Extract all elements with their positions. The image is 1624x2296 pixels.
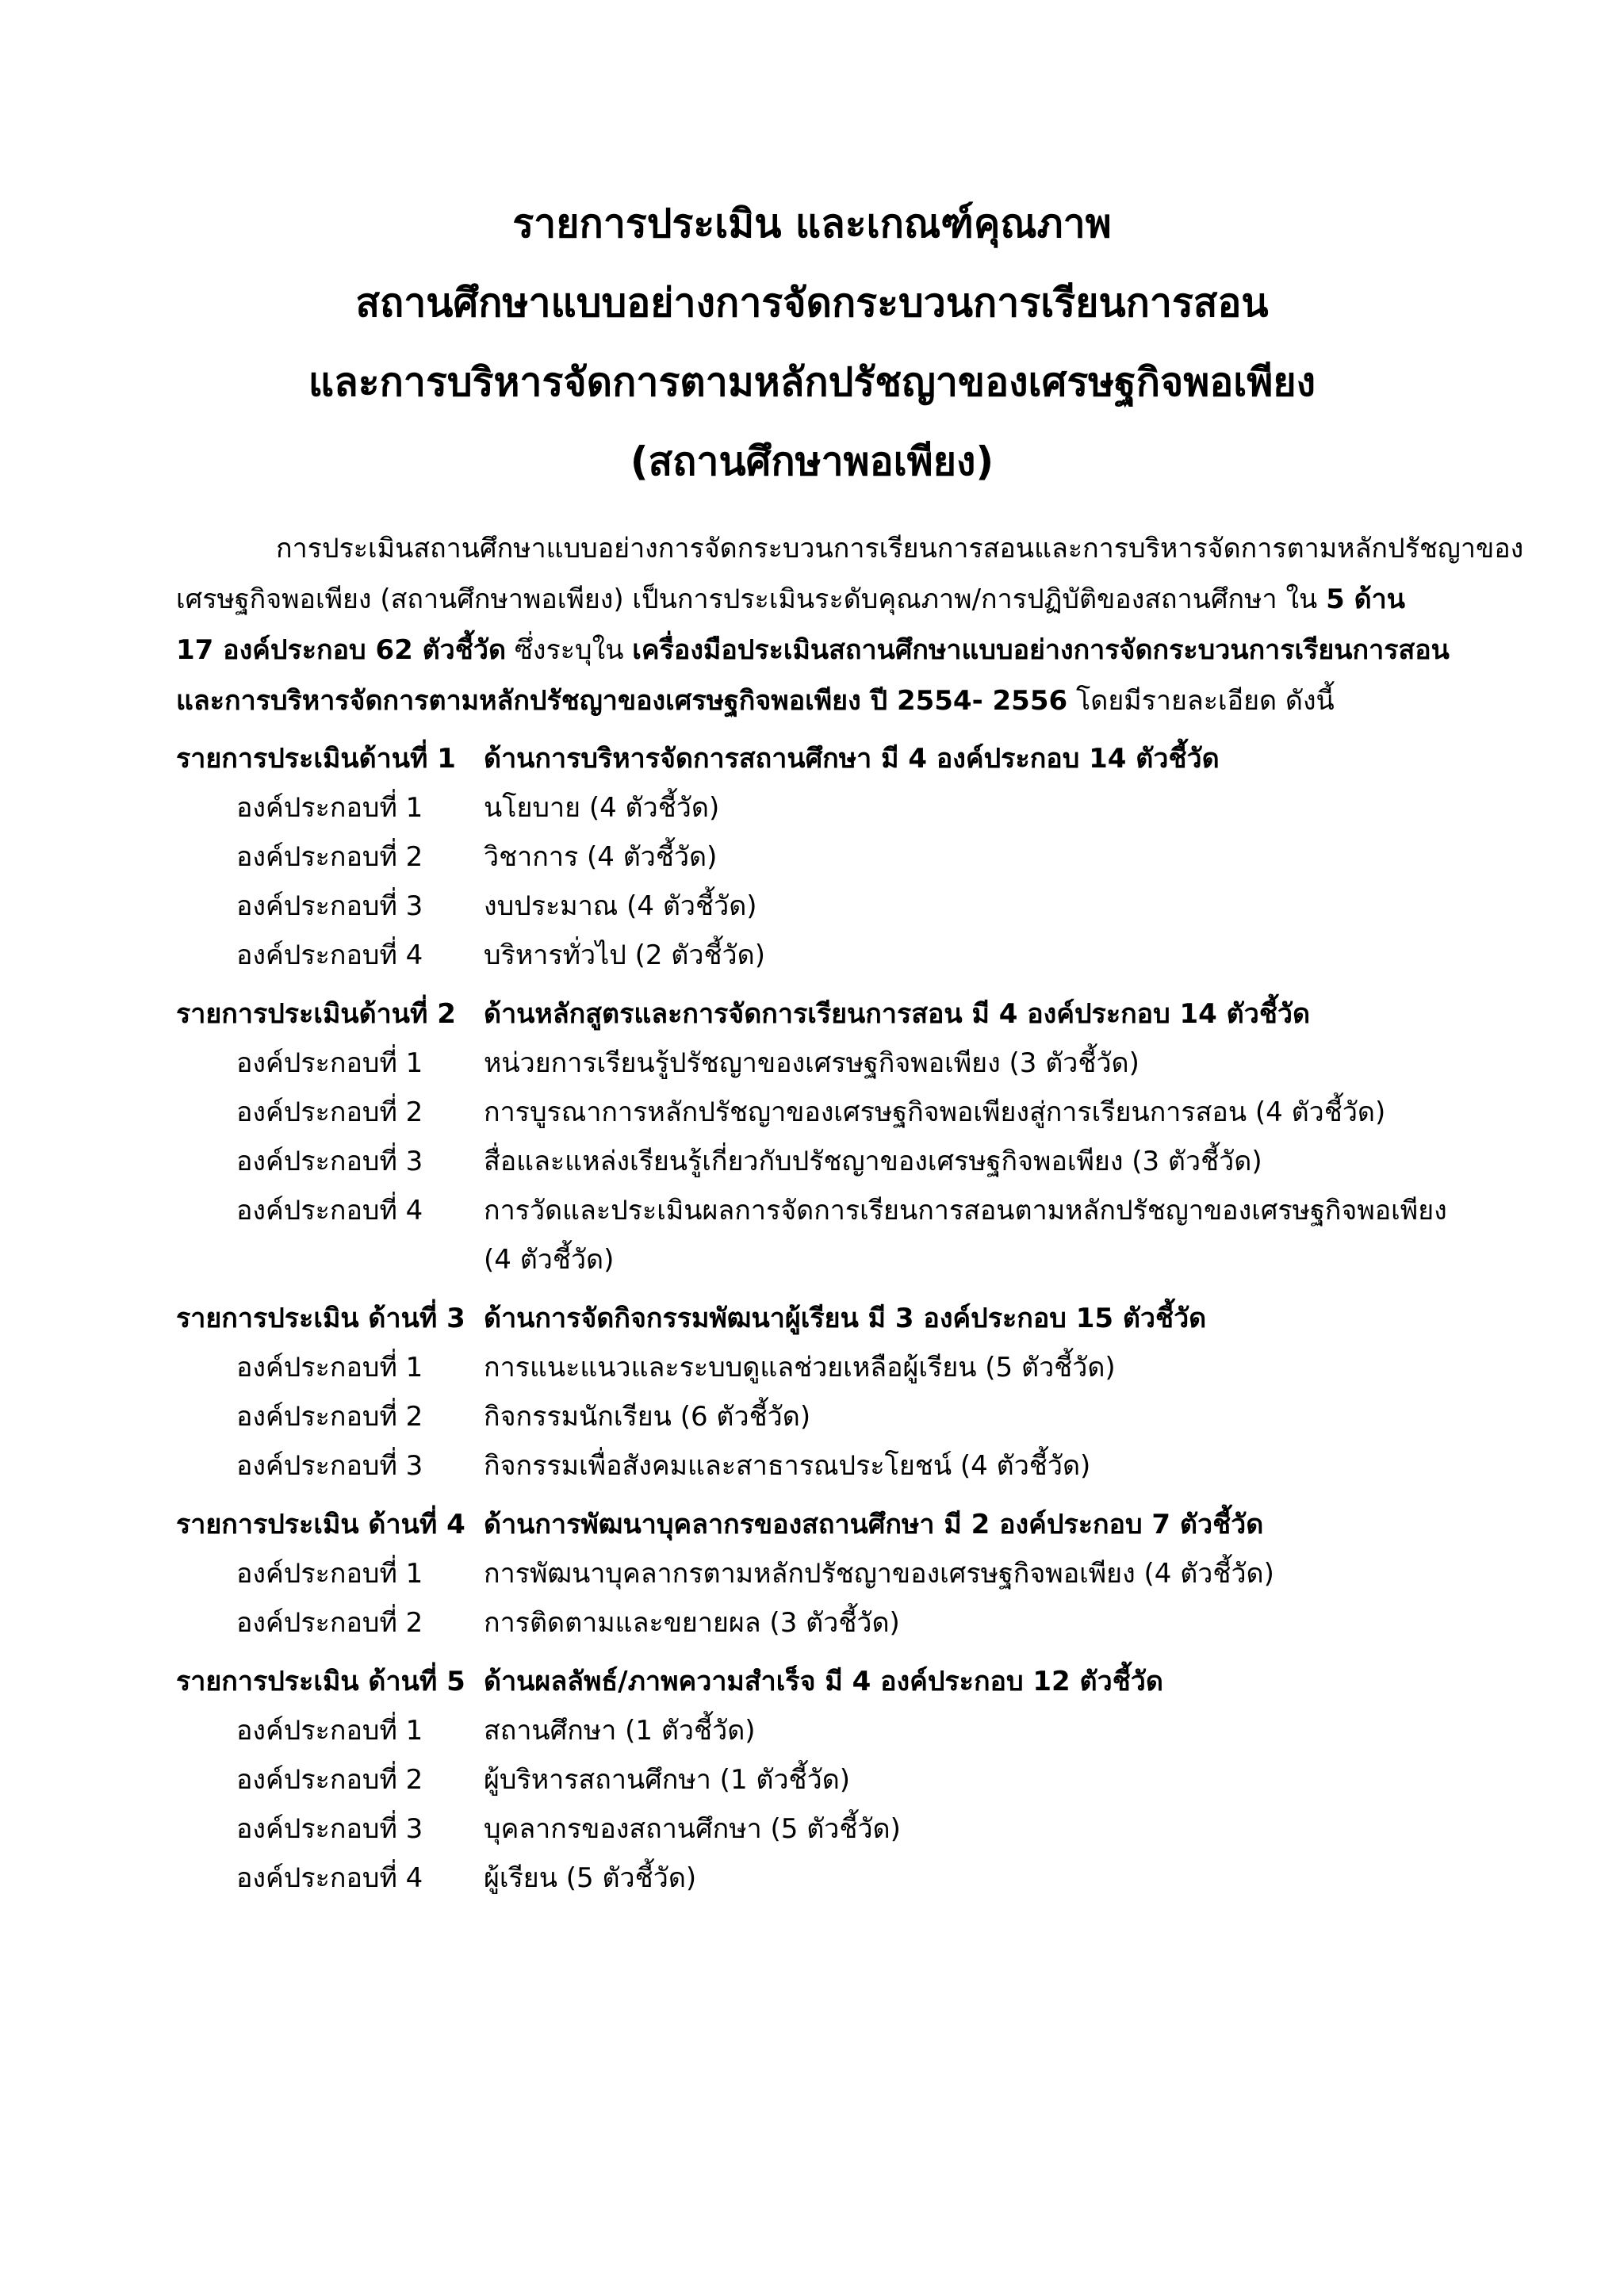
component-text: การบูรณาการหลักปรัชญาของเศรษฐกิจพอเพียงสู่การเรียนการสอน (4 ตัวชี้วัด): [484, 1096, 1386, 1128]
component-row: [236, 1392, 1524, 1441]
section-label: รายการประเมิน ด้านที่ 5: [176, 1666, 465, 1697]
component-label: องค์ประกอบที่ 1: [236, 1558, 423, 1590]
assessment-section: [176, 1294, 1524, 1490]
intro-text: ซึ่งระบุใน: [506, 634, 633, 666]
component-row: [236, 1343, 1524, 1392]
component-row: [236, 931, 1524, 980]
section-label: รายการประเมิน ด้านที่ 3: [176, 1303, 465, 1334]
intro-line-2: [176, 574, 1500, 625]
component-label: องค์ประกอบที่ 3: [236, 1450, 423, 1482]
component-row: [236, 1598, 1524, 1647]
assessment-section: [176, 734, 1524, 980]
section-title: ด้านการจัดกิจกรรมพัฒนาผู้เรียน มี 3 องค์ประกอบ 15 ตัวชี้วัด: [484, 1303, 1207, 1334]
section-label: รายการประเมินด้านที่ 1: [176, 743, 456, 775]
component-label: องค์ประกอบที่ 3: [236, 1813, 423, 1845]
component-text: กิจกรรมนักเรียน (6 ตัวชี้วัด): [484, 1401, 811, 1433]
section-title: ด้านผลลัพธ์/ภาพความสำเร็จ มี 4 องค์ประกอบ 12 ตัวชี้วัด: [484, 1666, 1163, 1697]
component-row: [236, 832, 1524, 882]
component-text: บริหารทั่วไป (2 ตัวชี้วัด): [484, 939, 765, 971]
component-label: องค์ประกอบที่ 2: [236, 841, 423, 873]
intro-text: เศรษฐกิจพอเพียง (สถานศึกษาพอเพียง) เป็นการประเมินระดับคุณภาพ/การปฏิบัติของสถานศึกษา ใน: [176, 584, 1327, 615]
component-label: องค์ประกอบที่ 2: [236, 1096, 423, 1128]
title-line-3: และการบริหารจัดการตามหลักปรัชญาของเศรษฐกิจพอเพียง: [308, 359, 1316, 405]
component-label: องค์ประกอบที่ 3: [236, 1146, 423, 1177]
component-text: การแนะแนวและระบบดูแลช่วยเหลือผู้เรียน (5 ตัวชี้วัด): [484, 1352, 1116, 1383]
component-text: ผู้เรียน (5 ตัวชี้วัด): [484, 1862, 697, 1894]
assessment-section: [176, 989, 1524, 1284]
component-label: องค์ประกอบที่ 3: [236, 890, 423, 922]
component-label: องค์ประกอบที่ 2: [236, 1401, 423, 1433]
section-label: รายการประเมิน ด้านที่ 4: [176, 1509, 465, 1540]
intro-bold-text: 5 ด้าน: [1326, 584, 1406, 615]
intro-line-1: [176, 523, 1524, 574]
intro-line-4: [176, 675, 1500, 726]
component-text: หน่วยการเรียนรู้ปรัชญาของเศรษฐกิจพอเพียง (3 ตัวชี้วัด): [484, 1047, 1139, 1079]
document-title: [0, 184, 1624, 501]
component-row: [236, 1706, 1524, 1755]
component-label: องค์ประกอบที่ 2: [236, 1764, 423, 1796]
component-row: [236, 1549, 1524, 1598]
component-label: องค์ประกอบที่ 2: [236, 1607, 423, 1639]
component-text: การพัฒนาบุคลากรตามหลักปรัชญาของเศรษฐกิจพอเพียง (4 ตัวชี้วัด): [484, 1558, 1274, 1590]
component-label: องค์ประกอบที่ 1: [236, 1047, 423, 1079]
component-text: งบประมาณ (4 ตัวชี้วัด): [484, 890, 757, 922]
component-row: [236, 1039, 1524, 1088]
component-row: [236, 1441, 1524, 1490]
section-title: ด้านการพัฒนาบุคลากรของสถานศึกษา มี 2 องค์ประกอบ 7 ตัวชี้วัด: [484, 1509, 1264, 1540]
component-label: องค์ประกอบที่ 4: [236, 1195, 423, 1226]
component-text: การติดตามและขยายผล (3 ตัวชี้วัด): [484, 1607, 900, 1639]
assessment-section: [176, 1657, 1524, 1903]
title-line-4: (สถานศึกษาพอเพียง): [630, 438, 994, 484]
intro-bold-text: และการบริหารจัดการตามหลักปรัชญาของเศรษฐกิจพอเพียง ปี 2554- 2556: [176, 685, 1068, 717]
assessment-section: [176, 1500, 1524, 1647]
component-text: บุคลากรของสถานศึกษา (5 ตัวชี้วัด): [484, 1813, 901, 1845]
section-heading: [176, 734, 1524, 783]
intro-paragraph: [176, 523, 1524, 726]
component-row: [236, 882, 1524, 931]
component-label: องค์ประกอบที่ 1: [236, 792, 423, 824]
component-text: สื่อและแหล่งเรียนรู้เกี่ยวกับปรัชญาของเศรษฐกิจพอเพียง (3 ตัวชี้วัด): [484, 1146, 1262, 1177]
component-label: องค์ประกอบที่ 1: [236, 1715, 423, 1747]
section-heading: [176, 1294, 1524, 1343]
component-text: วิชาการ (4 ตัวชี้วัด): [484, 841, 718, 873]
component-text: สถานศึกษา (1 ตัวชี้วัด): [484, 1715, 756, 1747]
component-text: นโยบาย (4 ตัวชี้วัด): [484, 792, 720, 824]
component-label: องค์ประกอบที่ 1: [236, 1352, 423, 1383]
component-text: ผู้บริหารสถานศึกษา (1 ตัวชี้วัด): [484, 1764, 851, 1796]
component-row: [236, 1088, 1524, 1137]
component-row: [236, 1137, 1524, 1186]
section-title: ด้านการบริหารจัดการสถานศึกษา มี 4 องค์ประกอบ 14 ตัวชี้วัด: [484, 743, 1220, 775]
section-heading: [176, 1500, 1524, 1549]
component-label: องค์ประกอบที่ 4: [236, 1862, 423, 1894]
section-title: ด้านหลักสูตรและการจัดการเรียนการสอน มี 4 องค์ประกอบ 14 ตัวชี้วัด: [484, 998, 1311, 1030]
intro-text: การประเมินสถานศึกษาแบบอย่างการจัดกระบวนการเรียนการสอนและการบริหารจัดการตามหลักปรัชญาของ: [276, 533, 1524, 564]
component-row: [236, 1854, 1524, 1903]
title-line-1: รายการประเมิน และเกณฑ์คุณภาพ: [512, 201, 1112, 247]
component-text: กิจกรรมเพื่อสังคมและสาธารณประโยชน์ (4 ตัวชี้วัด): [484, 1450, 1091, 1482]
section-label: รายการประเมินด้านที่ 2: [176, 998, 456, 1030]
assessment-sections: [176, 734, 1524, 1912]
intro-line-3: [176, 625, 1500, 675]
component-row: [236, 783, 1524, 832]
intro-text: โดยมีรายละเอียด ดังนี้: [1067, 685, 1335, 717]
component-row: [236, 1804, 1524, 1854]
component-text: การวัดและประเมินผลการจัดการเรียนการสอนตามหลักปรัชญาของเศรษฐกิจพอเพียง (4 ตัวชี้วัด): [484, 1195, 1447, 1276]
title-line-2: สถานศึกษาแบบอย่างการจัดกระบวนการเรียนการสอน: [355, 280, 1269, 326]
intro-bold-text: 17 องค์ประกอบ 62 ตัวชี้วัด: [176, 634, 507, 666]
section-heading: [176, 989, 1524, 1039]
component-row: [236, 1186, 1524, 1284]
section-heading: [176, 1657, 1524, 1706]
component-row: [236, 1755, 1524, 1804]
intro-bold-text: เครื่องมือประเมินสถานศึกษาแบบอย่างการจัดกระบวนการเรียนการสอน: [632, 634, 1450, 666]
component-label: องค์ประกอบที่ 4: [236, 939, 423, 971]
